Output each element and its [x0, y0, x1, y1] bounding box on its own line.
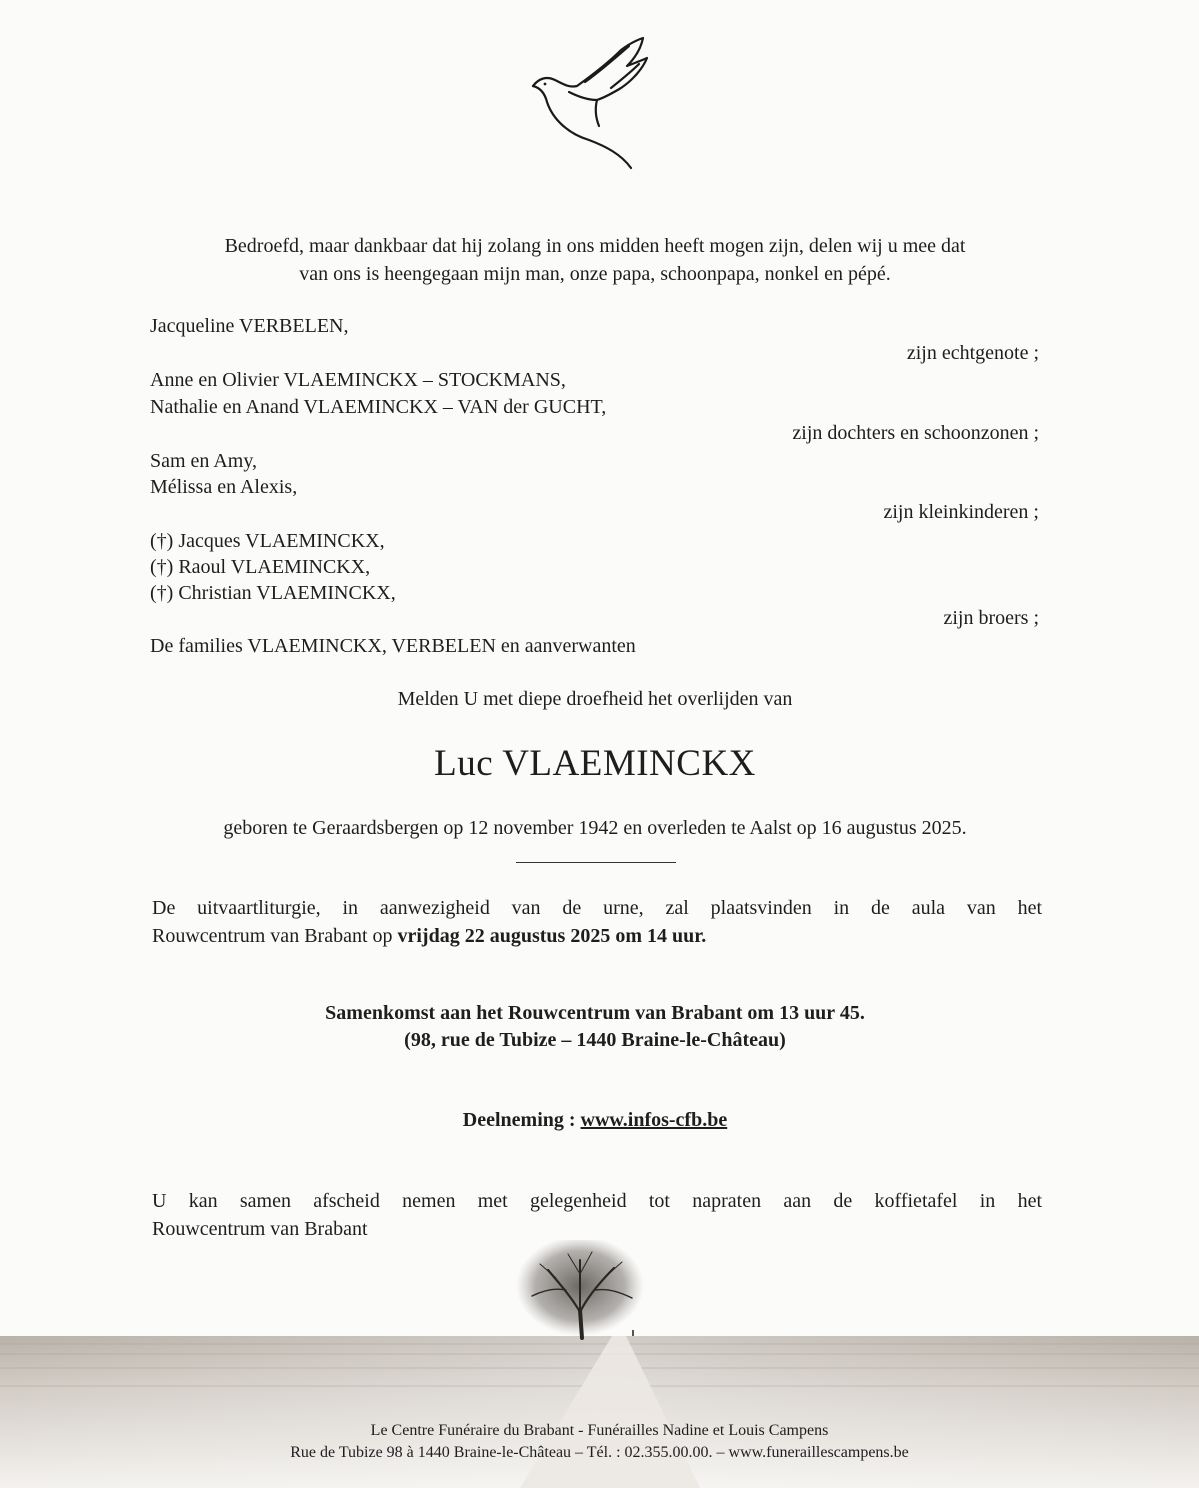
intro-line-2: van ons is heengegaan mijn man, onze papa, schoonpapa, nonkel en pépé. [299, 263, 891, 285]
deceased-name: Luc VLAEMINCKX [434, 743, 756, 784]
family-name-brother-2: (†) Raoul VLAEMINCKX, [150, 556, 371, 578]
family-name-brother-3: (†) Christian VLAEMINCKX, [150, 582, 396, 604]
footer-line-1: Le Centre Funéraire du Brabant - Funérailles Nadine et Louis Campens [370, 1422, 829, 1439]
coffee-line-1: U kan samen afscheid nemen met gelegenheid tot napraten aan de koffietafel in het [152, 1190, 1042, 1212]
relation-brothers: zijn broers ; [943, 607, 1039, 629]
announcement: Melden U met diepe droefheid het overlijden van [397, 688, 793, 710]
dove-icon [525, 36, 655, 171]
relation-spouse: zijn echtgenote ; [906, 342, 1039, 364]
footer-line-2: Rue de Tubize 98 à 1440 Braine-le-Château – Tél. : 02.355.00.00. – www.funeraillescampens.be [290, 1444, 909, 1461]
family-name-daughter-2: Nathalie en Anand VLAEMINCKX – VAN der GUCHT, [150, 396, 607, 418]
condolence-line [150, 1106, 1040, 1134]
gathering-line-1: Samenkomst aan het Rouwcentrum van Brabant om 13 uur 45. [325, 1002, 865, 1024]
separator-line [516, 862, 676, 863]
intro-line-1: Bedroefd, maar dankbaar dat hij zolang in ons midden heeft mogen zijn, delen wij u mee dat [224, 235, 966, 257]
gathering-line-2: (98, rue de Tubize – 1440 Braine-le-Château) [404, 1029, 786, 1051]
condolence-label: Deelneming : [462, 1109, 581, 1131]
coffee-paragraph [152, 1187, 1042, 1243]
coffee-line-2: Rouwcentrum van Brabant [152, 1218, 368, 1240]
family-name-grandchildren-1: Sam en Amy, [150, 450, 258, 472]
families-line: De families VLAEMINCKX, VERBELEN en aanverwanten [150, 635, 636, 657]
family-name-spouse: Jacqueline VERBELEN, [150, 315, 349, 337]
ceremony-line-1: De uitvaartliturgie, in aanwezigheid van de urne, zal plaatsvinden in de aula van het [152, 897, 1042, 919]
ceremony-date: vrijdag 22 augustus 2025 om 14 uur. [397, 925, 707, 947]
family-name-daughter-1: Anne en Olivier VLAEMINCKX – STOCKMANS, [150, 369, 566, 391]
intro-text [150, 232, 1040, 288]
family-name-grandchildren-2: Mélissa en Alexis, [150, 476, 298, 498]
ceremony-line-2-text: Rouwcentrum van Brabant op [152, 925, 398, 947]
relation-daughters: zijn dochters en schoonzonen ; [792, 422, 1039, 444]
birth-death-line: geboren te Geraardsbergen op 12 november 1942 en overleden te Aalst op 16 augustus 2025. [223, 817, 967, 839]
ceremony-paragraph [152, 894, 1042, 950]
relation-grandchildren: zijn kleinkinderen ; [883, 501, 1039, 523]
condolence-link[interactable]: www.infos-cfb.be [580, 1109, 728, 1131]
ceremony-line-2 [152, 922, 1042, 950]
family-name-brother-1: (†) Jacques VLAEMINCKX, [150, 530, 385, 552]
